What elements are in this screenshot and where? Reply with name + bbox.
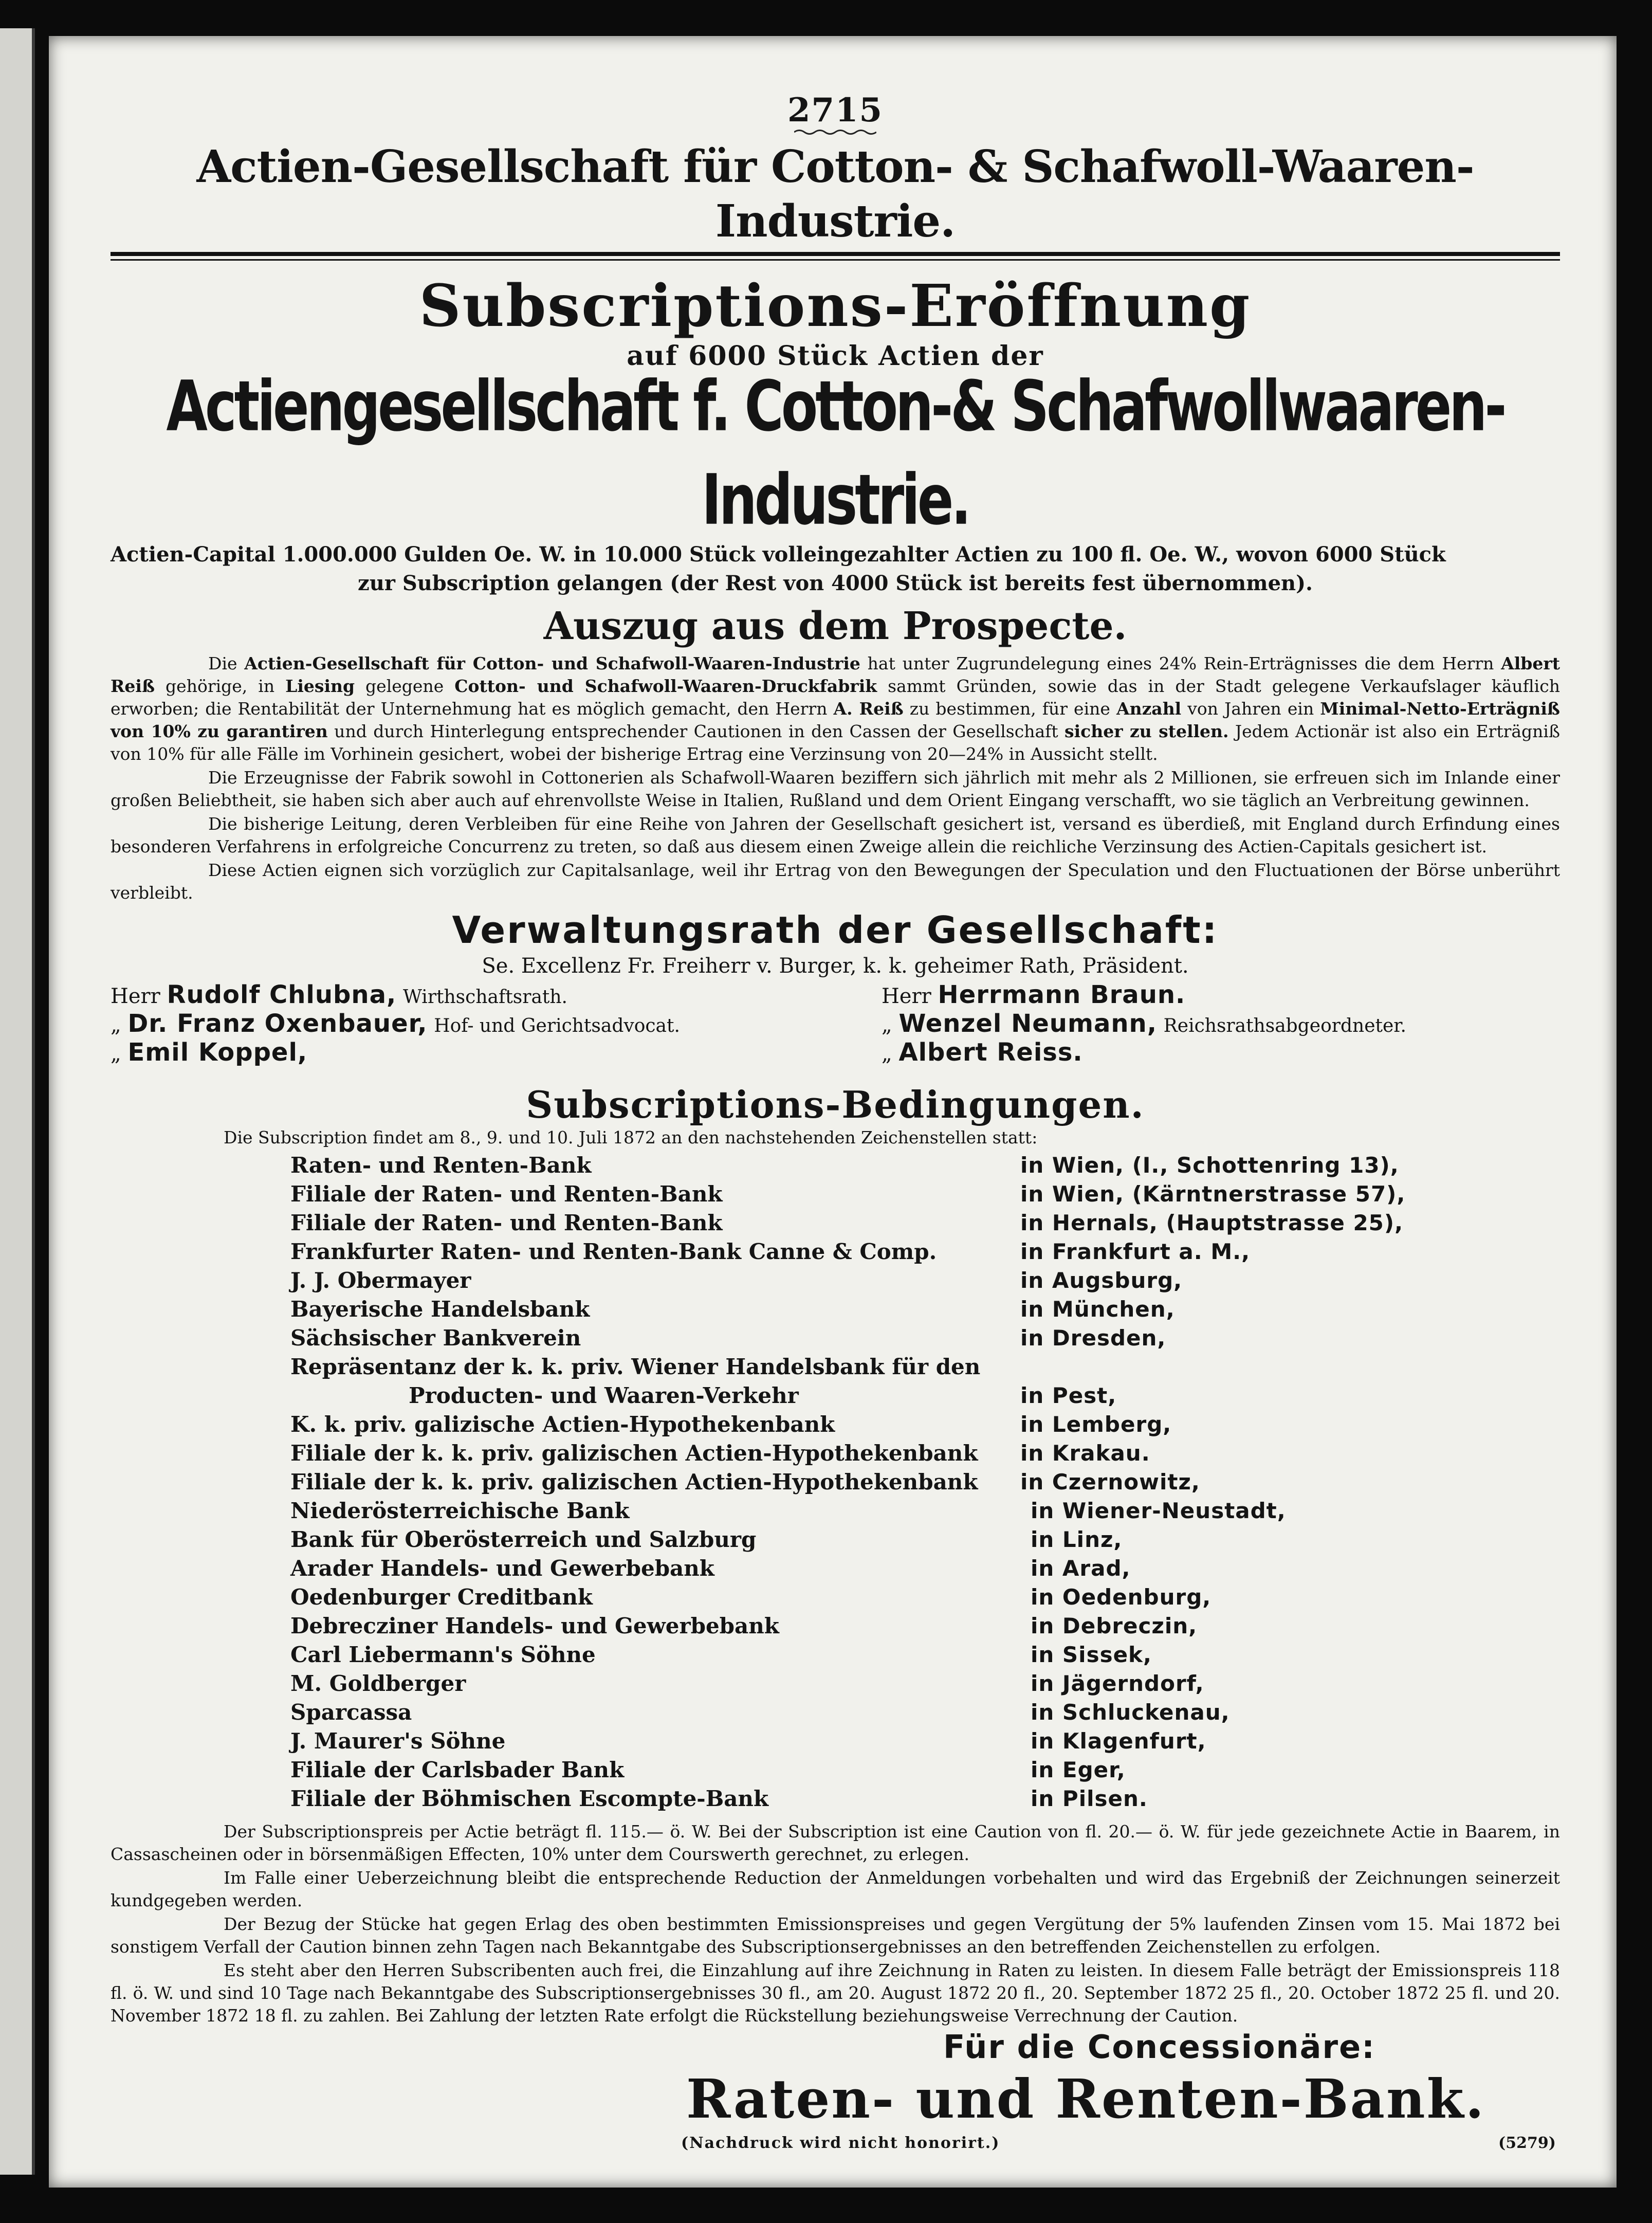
bank-name: Filiale der k. k. priv. galizischen Actien-Hypothekenbank bbox=[290, 1441, 978, 1466]
list-item bbox=[111, 1756, 1560, 1784]
prospect-text bbox=[111, 652, 1560, 904]
emphasis-secure: sicher zu stellen. bbox=[1064, 721, 1229, 741]
text-run: zu bestimmen, für eine bbox=[903, 699, 1116, 719]
prospect-paragraph-1 bbox=[111, 652, 1560, 766]
page-content bbox=[111, 93, 1560, 2162]
bank-city: in Augsburg, bbox=[1020, 1268, 1183, 1293]
list-item bbox=[111, 1209, 1560, 1237]
wavy-underline bbox=[794, 129, 876, 136]
list-item bbox=[111, 1784, 1560, 1813]
bank-name: Filiale der k. k. priv. galizischen Actien-Hypothekenbank bbox=[290, 1469, 978, 1495]
text-run: gehörige, in bbox=[155, 676, 286, 696]
bank-name: Raten- und Renten-Bank bbox=[290, 1153, 592, 1178]
bank-city: in Pest, bbox=[1020, 1383, 1117, 1408]
member-name: Rudolf Chlubna, bbox=[167, 980, 397, 1009]
company-title: Actiengesellschaft f. Cotton-& Schafwollwaaren-Industrie. bbox=[166, 365, 1504, 541]
subtitle: auf 6000 Stück Actien der bbox=[627, 340, 1044, 372]
subscription-terms bbox=[111, 1820, 1560, 2027]
list-item bbox=[111, 1525, 1560, 1554]
list-item bbox=[111, 1554, 1560, 1583]
emphasis-number: Anzahl bbox=[1116, 699, 1182, 719]
board-member bbox=[111, 1038, 680, 1067]
terms-paragraph-3: Der Bezug der Stücke hat gegen Erlag des oben bestimmten Emissionspreises und gegen Vergütung der 5% laufenden Zinsen vom 15. Mai 1872 bei sonstigem Verfall der Caution binnen zehn Tagen nach Bekanntgabe des Subscriptionsergebnisses an den betreffenden Zeichenstellen zu erfolgen. bbox=[111, 1914, 1560, 1957]
text-run: sammt Gründen, sowie das in der Stadt gelegene Verkaufslager käuflich erworben; die Rentabilität der Unternehmung hat es möglich gemacht, den Herrn bbox=[111, 676, 1560, 719]
prospect-paragraph-4: Diese Actien eignen sich vorzüglich zur Capitalsanlage, weil ihr Ertrag von den Bewegungen der Speculation und den Fluctuationen der Börse unberührt verbleibt. bbox=[111, 860, 1560, 903]
bank-city: in Arad, bbox=[1031, 1556, 1131, 1581]
member-name: Wenzel Neumann, bbox=[898, 1009, 1157, 1038]
bank-name: Filiale der Raten- und Renten-Bank bbox=[290, 1210, 723, 1235]
bank-name: Sächsischer Bankverein bbox=[290, 1325, 581, 1351]
bank-city: in Klagenfurt, bbox=[1031, 1728, 1206, 1754]
board-column-right bbox=[882, 980, 1406, 1067]
bank-name: Frankfurter Raten- und Renten-Bank Canne & Comp. bbox=[290, 1239, 937, 1264]
text-run: Die bbox=[208, 653, 245, 673]
list-item bbox=[111, 1727, 1560, 1756]
board-member bbox=[882, 980, 1406, 1009]
bank-name: Oedenburger Creditbank bbox=[290, 1584, 593, 1610]
list-item bbox=[111, 1237, 1560, 1266]
emphasis-location: Liesing bbox=[285, 676, 355, 696]
emphasis-factory: Cotton- und Schafwoll-Waaren-Druckfabrik bbox=[454, 676, 877, 696]
main-title: Subscriptions-Eröffnung bbox=[419, 272, 1252, 340]
list-item bbox=[111, 1583, 1560, 1612]
bank-city: in Oedenburg, bbox=[1031, 1584, 1212, 1610]
bank-name: Producten- und Waaren-Verkehr bbox=[409, 1383, 799, 1408]
list-item bbox=[111, 1641, 1560, 1669]
bank-city: in Lemberg, bbox=[1020, 1412, 1172, 1437]
reprint-note: (Nachdruck wird nicht honorirt.) bbox=[681, 2134, 1000, 2152]
text-run: und durch Hinterlegung entsprechender Cautionen in den Cassen der Gesellschaft bbox=[327, 721, 1064, 741]
list-item bbox=[111, 1266, 1560, 1295]
prospect-paragraph-2: Die Erzeugnisse der Fabrik sowohl in Cottonerien als Schafwoll-Waaren beziffern sich jährlich mit mehr als 2 Millionen, sie erfreuen sich im Inlande einer großen Beliebtheit, sie haben sich aber auch auf ehrenvollste Weise in Italien, Rußland und dem Orient Eingang verschafft, wo sie täglich an Verbreitung gewinnen. bbox=[111, 768, 1560, 810]
adjacent-page-edge bbox=[0, 28, 35, 2175]
list-item bbox=[111, 1698, 1560, 1727]
member-name: Emil Koppel, bbox=[127, 1038, 308, 1067]
bank-city: in Debreczin, bbox=[1031, 1613, 1198, 1638]
bank-city: in Sissek, bbox=[1031, 1642, 1152, 1667]
conditions-intro: Die Subscription findet am 8., 9. und 10. Juli 1872 an den nachstehenden Zeichenstellen statt: bbox=[224, 1127, 1038, 1147]
terms-paragraph-2: Im Falle einer Ueberzeichnung bleibt die entsprechende Reduction der Anmeldungen vorbehalten und wird das Ergebniß der Zeichnungen seinerzeit kundgegeben werden. bbox=[111, 1868, 1560, 1910]
bank-city: in München, bbox=[1020, 1297, 1175, 1322]
bank-name: K. k. priv. galizische Actien-Hypothekenbank bbox=[290, 1412, 835, 1437]
bank-name: J. Maurer's Söhne bbox=[290, 1728, 506, 1754]
list-item bbox=[111, 1612, 1560, 1641]
text-run: gelegene bbox=[355, 676, 455, 696]
prospect-heading: Auszug aus dem Prospecte. bbox=[543, 604, 1127, 648]
conditions-heading: Subscriptions-Bedingungen. bbox=[526, 1083, 1145, 1126]
bank-city: in Pilsen. bbox=[1031, 1786, 1148, 1811]
emphasis-owner-short: A. Reiß bbox=[833, 699, 904, 719]
capital-line-1: Actien-Capital 1.000.000 Gulden Oe. W. in 10.000 Stück volleingezahlter Actien zu 100 fl. Oe. W., wovon 6000 Stück bbox=[111, 542, 1446, 567]
member-name: Albert Reiss. bbox=[898, 1038, 1083, 1067]
bank-name: Repräsentanz der k. k. priv. Wiener Handelsbank für den bbox=[290, 1354, 981, 1379]
board-member bbox=[882, 1038, 1406, 1067]
member-role: Hof- und Gerichtsadvocat. bbox=[434, 1015, 680, 1036]
list-item bbox=[111, 1353, 1560, 1381]
bank-city: in Jägerndorf, bbox=[1031, 1671, 1204, 1696]
member-name: Herrmann Braun. bbox=[938, 980, 1186, 1009]
prospect-paragraph-3: Die bisherige Leitung, deren Verbleiben für eine Reihe von Jahren der Gesellschaft gesichert ist, versand es überdieß, mit England durch Erfindung eines besonderen Verfahrens in erfolgreiche Concurrenz zu treten, so daß aus diesem einen Zweige allein die reichliche Verzinsung des Actien-Capitals gesichert ist. bbox=[111, 814, 1560, 857]
bank-name: Sparcassa bbox=[290, 1700, 412, 1725]
member-role: Wirthschaftsrath. bbox=[402, 987, 567, 1008]
emphasis-company: Actien-Gesellschaft für Cotton- und Schafwoll-Waaren-Industrie bbox=[244, 653, 860, 673]
bank-name: Filiale der Raten- und Renten-Bank bbox=[290, 1181, 723, 1207]
bank-name: M. Goldberger bbox=[290, 1671, 466, 1696]
bank-name: Bayerische Handelsbank bbox=[290, 1297, 590, 1322]
member-prefix: Herr bbox=[882, 985, 931, 1008]
board-heading: Verwaltungsrath der Gesellschaft: bbox=[452, 908, 1219, 952]
member-prefix: „ bbox=[882, 1042, 892, 1066]
board-members bbox=[111, 980, 1560, 1081]
newspaper-page bbox=[49, 36, 1617, 2188]
bank-name: Filiale der Carlsbader Bank bbox=[290, 1757, 625, 1782]
bank-city: in Wien, (Kärntnerstrasse 57), bbox=[1020, 1181, 1406, 1207]
member-name: Dr. Franz Oxenbauer, bbox=[127, 1009, 428, 1038]
member-prefix: „ bbox=[111, 1042, 121, 1066]
bank-name: Carl Liebermann's Söhne bbox=[290, 1642, 596, 1667]
bank-city: in Wien, (I., Schottenring 13), bbox=[1020, 1153, 1399, 1178]
bank-city: in Eger, bbox=[1031, 1757, 1126, 1782]
ad-reference-number: (5279) bbox=[1498, 2134, 1556, 2152]
subscription-places bbox=[111, 1151, 1560, 1813]
capital-statement bbox=[111, 540, 1560, 598]
capital-line-2: zur Subscription gelangen (der Rest von 4000 Stück ist bereits fest übernommen). bbox=[358, 571, 1313, 595]
emphasis-owner: Albert Reiß bbox=[111, 653, 1561, 696]
list-item bbox=[111, 1295, 1560, 1324]
bank-name: Debrecziner Handels- und Gewerbebank bbox=[290, 1613, 779, 1638]
list-item bbox=[111, 1410, 1560, 1439]
list-item bbox=[111, 1180, 1560, 1209]
text-run: hat unter Zugrundelegung eines 24% Rein-Erträgnisses die dem Herrn bbox=[860, 653, 1501, 673]
bank-city: in Schluckenau, bbox=[1031, 1700, 1230, 1725]
issuing-bank-name: Raten- und Renten-Bank. bbox=[686, 2067, 1485, 2130]
member-role: Reichsrathsabgeordneter. bbox=[1163, 1015, 1406, 1036]
text-run: Jedem Actionär ist also ein Erträgniß von 10% für alle Fälle im Vorhinein gesichert, wobei der bisherige Ertrag eine Verzinsung von 20—24% in Aussicht stellt. bbox=[111, 721, 1560, 764]
list-item bbox=[111, 1439, 1560, 1468]
footer bbox=[111, 2028, 1560, 2162]
header-title: Actien-Gesellschaft für Cotton- & Schafwoll-Waaren-Industrie. bbox=[196, 141, 1474, 247]
list-item bbox=[111, 1669, 1560, 1698]
concessionaire-label: Für die Concessionäre: bbox=[943, 2028, 1375, 2066]
board-column-left bbox=[111, 980, 680, 1067]
page-number: 2715 bbox=[787, 91, 884, 130]
bank-city: in Frankfurt a. M., bbox=[1020, 1239, 1251, 1264]
bank-name: J. J. Obermayer bbox=[290, 1268, 471, 1293]
bank-city: in Czernowitz, bbox=[1020, 1469, 1200, 1495]
header-rule bbox=[111, 252, 1560, 261]
text-run: von Jahren ein bbox=[1181, 699, 1320, 719]
bank-city: in Dresden, bbox=[1020, 1325, 1166, 1351]
terms-paragraph-4: Es steht aber den Herren Subscribenten auch frei, die Einzahlung auf ihre Zeichnung in Raten zu leisten. In diesem Falle beträgt der Emissionspreis 118 fl. ö. W. und sind 10 Tage nach Bekanntgabe des Subscriptionsergebnisses 30 fl., am 20. August 1872 20 fl., 20. September 1872 25 fl., 20. October 1872 25 fl. und 20. November 1872 18 fl. zu zahlen. Bei Zahlung der letzten Rate erfolgt die Rückstellung beziehungsweise Verrechnung der Caution. bbox=[111, 1960, 1560, 2026]
terms-paragraph-1: Der Subscriptionspreis per Actie beträgt fl. 115.— ö. W. Bei der Subscription ist eine Caution von fl. 20.— ö. W. für jede gezeichnete Actie in Baarem, in Cassascheinen oder in börsenmäßigen Effecten, 10% unter dem Courswerth gerechnet, zu erlegen. bbox=[111, 1821, 1560, 1864]
bank-name: Niederösterreichische Bank bbox=[290, 1498, 630, 1523]
member-prefix: „ bbox=[111, 1013, 121, 1037]
bank-name: Arader Handels- und Gewerbebank bbox=[290, 1556, 714, 1581]
list-item bbox=[111, 1324, 1560, 1353]
bank-city: in Krakau. bbox=[1020, 1441, 1150, 1466]
board-member bbox=[882, 1009, 1406, 1038]
member-prefix: Herr bbox=[111, 985, 160, 1008]
board-member bbox=[111, 1009, 680, 1038]
bank-name: Bank für Oberösterreich und Salzburg bbox=[290, 1527, 757, 1552]
emphasis-guarantee: Minimal-Netto-Erträgniß von 10% zu garantiren bbox=[111, 699, 1560, 741]
list-item bbox=[111, 1468, 1560, 1497]
member-prefix: „ bbox=[882, 1013, 892, 1037]
list-item bbox=[111, 1381, 1560, 1410]
board-president: Se. Excellenz Fr. Freiherr v. Burger, k. k. geheimer Rath, Präsident. bbox=[482, 954, 1189, 978]
list-item bbox=[111, 1497, 1560, 1525]
board-member bbox=[111, 980, 680, 1009]
bank-name: Filiale der Böhmischen Escompte-Bank bbox=[290, 1786, 769, 1811]
bank-city: in Hernals, (Hauptstrasse 25), bbox=[1020, 1210, 1404, 1235]
list-item bbox=[111, 1151, 1560, 1180]
bank-city: in Wiener-Neustadt, bbox=[1031, 1498, 1286, 1523]
bank-city: in Linz, bbox=[1031, 1527, 1123, 1552]
